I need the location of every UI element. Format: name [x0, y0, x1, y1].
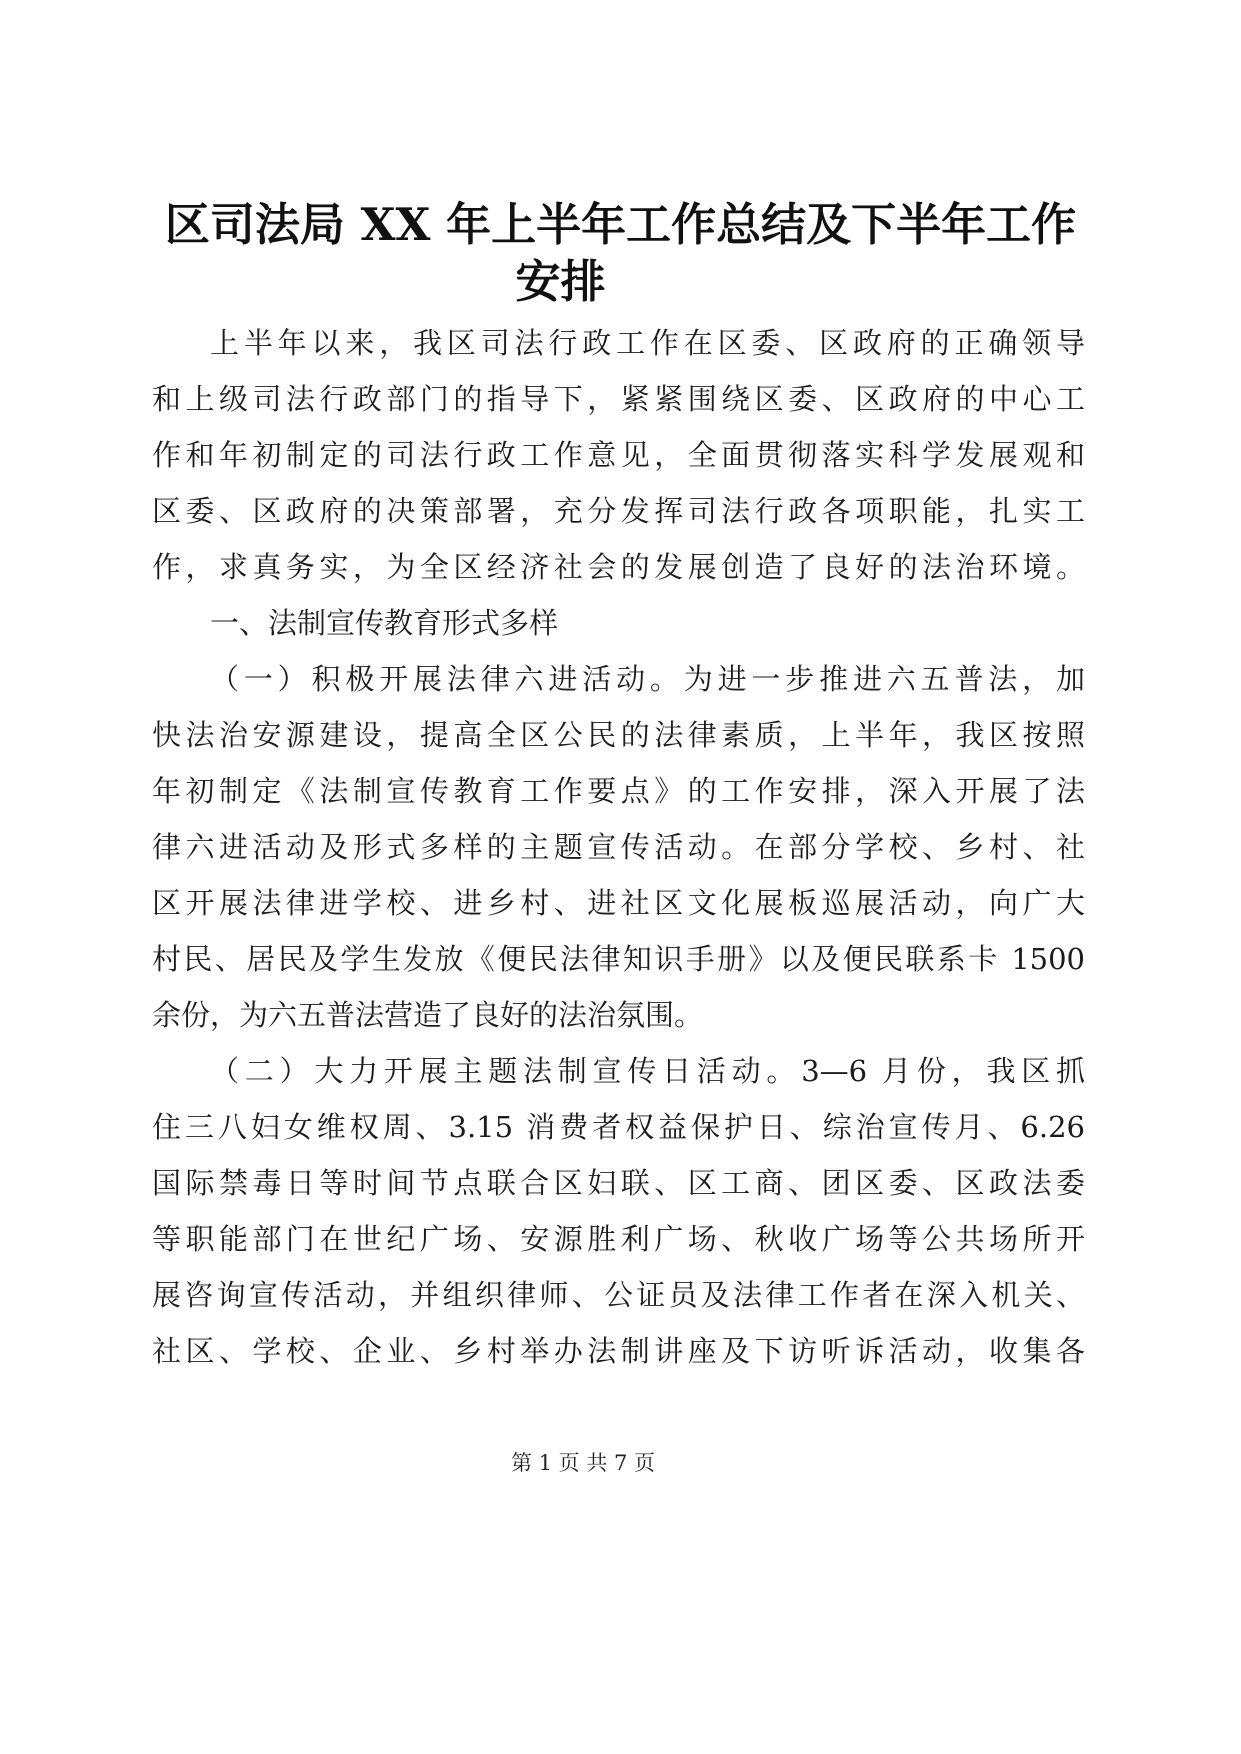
document-title — [0, 196, 1241, 310]
paragraph-item-1 — [152, 651, 1085, 1043]
paragraph-line: 区开展法律进学校、进乡村、进社区文化展板巡展活动，向广大 — [152, 886, 1085, 920]
title-line: 安排 — [515, 255, 606, 308]
paragraph-line: （一）积极开展法律六进活动。为进一步推进六五普法，加 — [210, 662, 1085, 696]
document-body — [152, 315, 1085, 1379]
paragraph-item-2 — [152, 1043, 1085, 1379]
paragraph-line: 余份，为六五普法营造了良好的法治氛围。 — [152, 998, 704, 1032]
paragraph-line: 社区、学校、企业、乡村举办法制讲座及下访听诉活动，收集各 — [152, 1334, 1085, 1368]
paragraph-line: 国际禁毒日等时间节点联合区妇联、区工商、团区委、区政法委 — [152, 1166, 1085, 1200]
paragraph-line: 年初制定《法制宣传教育工作要点》的工作安排，深入开展了法 — [152, 774, 1085, 808]
paragraph-line: （二）大力开展主题法制宣传日活动。3—6 月份，我区抓 — [210, 1054, 1085, 1088]
paragraph-line: 作，求真务实，为全区经济社会的发展创造了良好的法治环境。 — [152, 550, 1085, 584]
title-line: 区司法局 XX 年上半年工作总结及下半年工作 — [164, 198, 1077, 251]
paragraph-line: 和上级司法行政部门的指导下，紧紧围绕区委、区政府的中心工 — [152, 382, 1085, 416]
paragraph-line: 作和年初制定的司法行政工作意见，全面贯彻落实科学发展观和 — [152, 438, 1085, 472]
paragraph-line: 快法治安源建设，提高全区公民的法律素质，上半年，我区按照 — [152, 718, 1085, 752]
paragraph-line: 区委、区政府的决策部署，充分发挥司法行政各项职能，扎实工 — [152, 494, 1085, 528]
section-heading — [152, 595, 1085, 651]
paragraph-line: 住三八妇女维权周、3.15 消费者权益保护日、综治宣传月、6.26 — [152, 1110, 1085, 1144]
paragraph-line: 上半年以来，我区司法行政工作在区委、区政府的正确领导 — [210, 326, 1085, 360]
paragraph-intro — [152, 315, 1085, 595]
paragraph-line: 律六进活动及形式多样的主题宣传活动。在部分学校、乡村、社 — [152, 830, 1085, 864]
paragraph-line: 村民、居民及学生发放《便民法律知识手册》以及便民联系卡 1500 — [152, 942, 1085, 976]
section-heading-line: 一、法制宣传教育形式多样 — [210, 606, 559, 640]
paragraph-line: 等职能部门在世纪广场、安源胜利广场、秋收广场等公共场所开 — [152, 1222, 1085, 1256]
page-number: 第 1 页 共 7 页 — [510, 1451, 656, 1475]
paragraph-line: 展咨询宣传活动，并组织律师、公证员及法律工作者在深入机关、 — [152, 1278, 1085, 1312]
